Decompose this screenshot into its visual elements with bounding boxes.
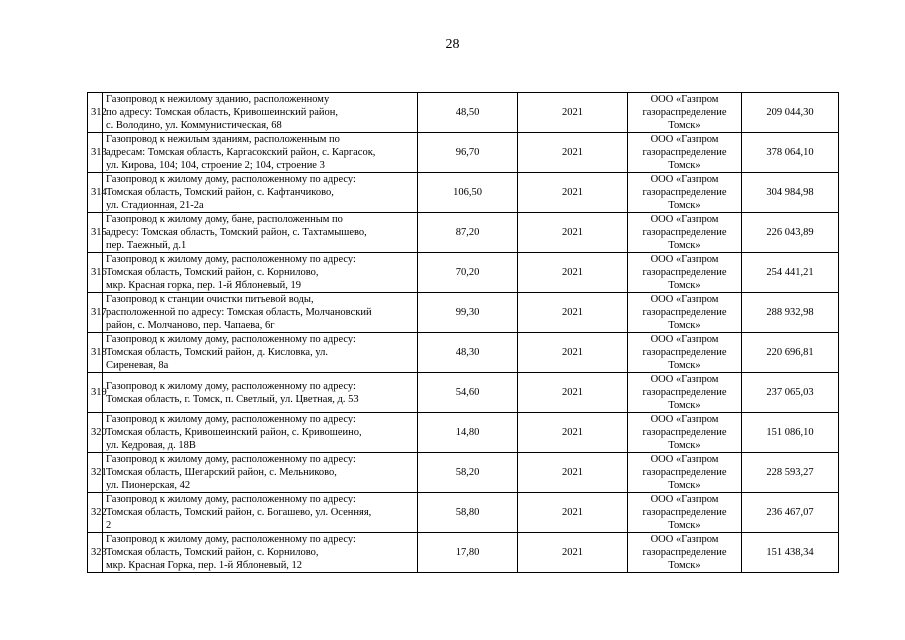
page-number: 28 [445, 37, 460, 52]
cost-cell: 226 043,89 [742, 213, 839, 253]
table-row [88, 133, 839, 173]
owner-organization-cell: ООО «Газпром газораспределение Томск» [628, 453, 742, 493]
table-row [88, 93, 839, 133]
table-row [88, 173, 839, 213]
table-row [88, 253, 839, 293]
year-cell: 2021 [518, 93, 628, 133]
table-row [88, 213, 839, 253]
table-row [88, 533, 839, 573]
row-number-cell: 315 [88, 213, 103, 253]
cost-cell: 228 593,27 [742, 453, 839, 493]
row-number-cell: 321 [88, 453, 103, 493]
object-description-cell: Газопровод к жилому дому, бане, расположенным по адресу: Томская область, Томский район, с. Тахтамышево, пер. Таежный, д.1 [103, 213, 418, 253]
cost-cell: 254 441,21 [742, 253, 839, 293]
registry-table-body [88, 93, 839, 573]
row-number-cell: 319 [88, 373, 103, 413]
cost-cell: 288 932,98 [742, 293, 839, 333]
owner-organization-cell: ООО «Газпром газораспределение Томск» [628, 253, 742, 293]
pipeline-length-cell: 54,60 [418, 373, 518, 413]
row-number-cell: 313 [88, 133, 103, 173]
year-cell: 2021 [518, 333, 628, 373]
year-cell: 2021 [518, 413, 628, 453]
cost-cell: 378 064,10 [742, 133, 839, 173]
object-description-cell: Газопровод к жилому дому, расположенному по адресу: Томская область, Кривошеинский район, с. Кривошеино, ул. Кедровая, д. 18В [103, 413, 418, 453]
year-cell: 2021 [518, 533, 628, 573]
owner-organization-cell: ООО «Газпром газораспределение Томск» [628, 373, 742, 413]
cost-cell: 304 984,98 [742, 173, 839, 213]
owner-organization-cell: ООО «Газпром газораспределение Томск» [628, 173, 742, 213]
owner-organization-cell: ООО «Газпром газораспределение Томск» [628, 133, 742, 173]
table-row [88, 293, 839, 333]
cost-cell: 209 044,30 [742, 93, 839, 133]
object-description-cell: Газопровод к жилому дому, расположенному по адресу: Томская область, Томский район, с. Кафтанчиково, ул. Стадионная, 21-2а [103, 173, 418, 213]
pipeline-length-cell: 87,20 [418, 213, 518, 253]
table-row [88, 493, 839, 533]
pipeline-length-cell: 96,70 [418, 133, 518, 173]
year-cell: 2021 [518, 493, 628, 533]
pipeline-length-cell: 14,80 [418, 413, 518, 453]
year-cell: 2021 [518, 293, 628, 333]
row-number-cell: 316 [88, 253, 103, 293]
owner-organization-cell: ООО «Газпром газораспределение Томск» [628, 213, 742, 253]
row-number-cell: 322 [88, 493, 103, 533]
pipeline-length-cell: 48,30 [418, 333, 518, 373]
pipeline-length-cell: 106,50 [418, 173, 518, 213]
pipeline-length-cell: 58,80 [418, 493, 518, 533]
pipeline-length-cell: 48,50 [418, 93, 518, 133]
year-cell: 2021 [518, 133, 628, 173]
cost-cell: 237 065,03 [742, 373, 839, 413]
object-description-cell: Газопровод к нежилым зданиям, расположенным по адресам: Томская область, Каргасокский район, с. Каргасок, ул. Кирова, 104; 104, строение 2; 104, строение 3 [103, 133, 418, 173]
row-number-cell: 317 [88, 293, 103, 333]
owner-organization-cell: ООО «Газпром газораспределение Томск» [628, 413, 742, 453]
cost-cell: 236 467,07 [742, 493, 839, 533]
row-number-cell: 312 [88, 93, 103, 133]
cost-cell: 151 438,34 [742, 533, 839, 573]
object-description-cell: Газопровод к жилому дому, расположенному по адресу: Томская область, Томский район, с. Богашево, ул. Осенняя, 2 [103, 493, 418, 533]
owner-organization-cell: ООО «Газпром газораспределение Томск» [628, 533, 742, 573]
registry-table [87, 92, 839, 573]
row-number-cell: 318 [88, 333, 103, 373]
owner-organization-cell: ООО «Газпром газораспределение Томск» [628, 493, 742, 533]
owner-organization-cell: ООО «Газпром газораспределение Томск» [628, 93, 742, 133]
object-description-cell: Газопровод к жилому дому, расположенному по адресу: Томская область, Шегарский район, с. Мельниково, ул. Пионерская, 42 [103, 453, 418, 493]
year-cell: 2021 [518, 373, 628, 413]
row-number-cell: 314 [88, 173, 103, 213]
year-cell: 2021 [518, 453, 628, 493]
table-row [88, 413, 839, 453]
table-row [88, 333, 839, 373]
cost-cell: 220 696,81 [742, 333, 839, 373]
cost-cell: 151 086,10 [742, 413, 839, 453]
year-cell: 2021 [518, 253, 628, 293]
object-description-cell: Газопровод к нежилому зданию, расположенному по адресу: Томская область, Кривошеинский район, с. Володино, ул. Коммунистическая, 68 [103, 93, 418, 133]
object-description-cell: Газопровод к жилому дому, расположенному по адресу: Томская область, г. Томск, п. Светлый, ул. Цветная, д. 53 [103, 373, 418, 413]
object-description-cell: Газопровод к станции очистки питьевой воды, расположенной по адресу: Томская область, Молчановский район, с. Молчаново, пер. Чапаева, 6г [103, 293, 418, 333]
owner-organization-cell: ООО «Газпром газораспределение Томск» [628, 293, 742, 333]
row-number-cell: 323 [88, 533, 103, 573]
pipeline-length-cell: 70,20 [418, 253, 518, 293]
object-description-cell: Газопровод к жилому дому, расположенному по адресу: Томская область, Томский район, с. Корнилово, мкр. Красная Горка, пер. 1-й Яблоневый, 12 [103, 533, 418, 573]
pipeline-length-cell: 58,20 [418, 453, 518, 493]
pipeline-length-cell: 99,30 [418, 293, 518, 333]
row-number-cell: 320 [88, 413, 103, 453]
table-row [88, 453, 839, 493]
year-cell: 2021 [518, 173, 628, 213]
table-row [88, 373, 839, 413]
pipeline-length-cell: 17,80 [418, 533, 518, 573]
object-description-cell: Газопровод к жилому дому, расположенному по адресу: Томская область, Томский район, д. Кисловка, ул. Сиреневая, 8а [103, 333, 418, 373]
owner-organization-cell: ООО «Газпром газораспределение Томск» [628, 333, 742, 373]
object-description-cell: Газопровод к жилому дому, расположенному по адресу: Томская область, Томский район, с. Корнилово, мкр. Красная горка, пер. 1-й Яблоневый, 19 [103, 253, 418, 293]
year-cell: 2021 [518, 213, 628, 253]
